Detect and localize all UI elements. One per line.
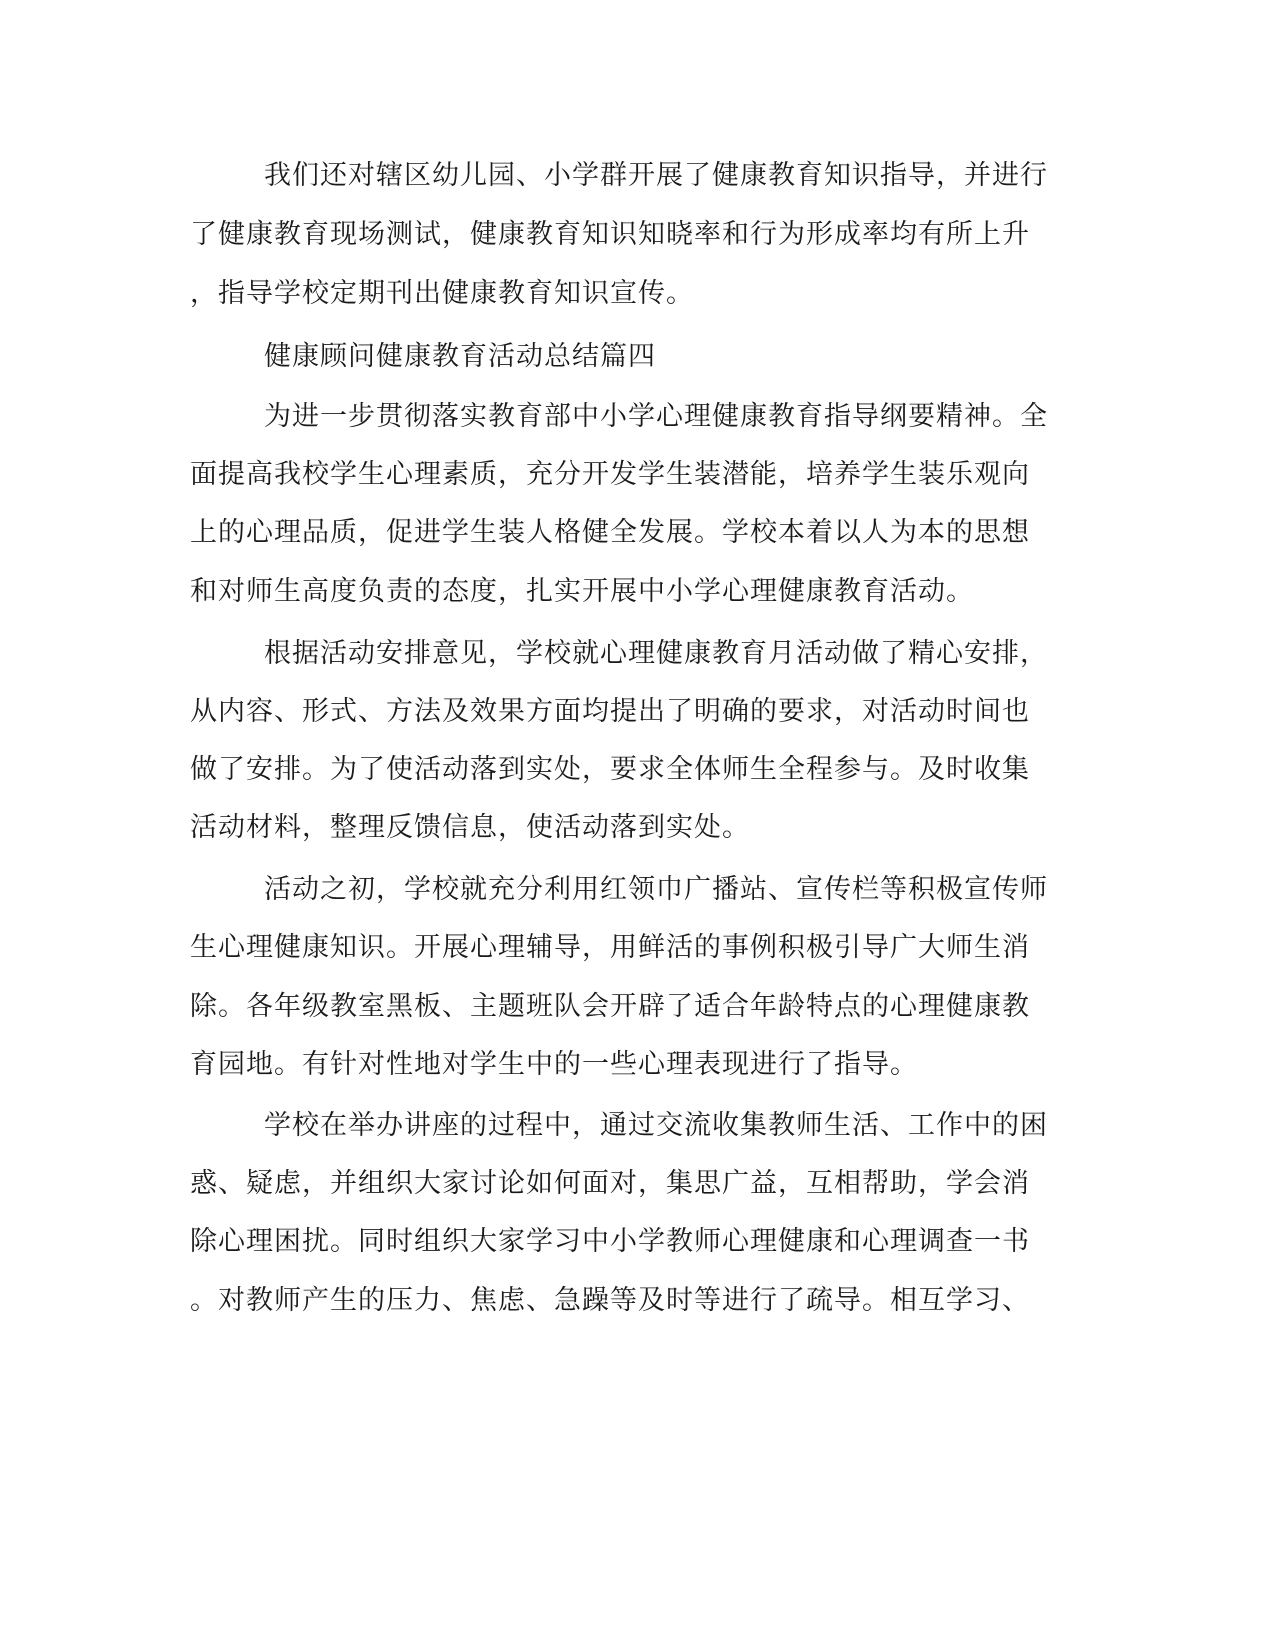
text-line: 活动材料，整理反馈信息，使活动落到实处。 xyxy=(190,812,750,843)
text-line: 生心理健康知识。开展心理辅导，用鲜活的事例积极引导广大师生消 xyxy=(190,932,1030,963)
text-line: 育园地。有针对性地对学生中的一些心理表现进行了指导。 xyxy=(190,1049,918,1080)
text-line: 从内容、形式、方法及效果方面均提出了明确的要求，对活动时间也 xyxy=(190,696,1030,727)
text-line: 为进一步贯彻落实教育部中小学心理健康教育指导纲要精神。全 xyxy=(264,401,1048,432)
text-line: 做了安排。为了使活动落到实处，要求全体师生全程参与。及时收集 xyxy=(190,754,1030,785)
text-line: 了健康教育现场测试，健康教育知识知晓率和行为形成率均有所上升 xyxy=(190,219,1030,250)
text-line: 根据活动安排意见，学校就心理健康教育月活动做了精心安排， xyxy=(264,638,1048,669)
text-line: 除心理困扰。同时组织大家学习中小学教师心理健康和心理调查一书 xyxy=(190,1226,1030,1257)
text-line: 活动之初，学校就充分利用红领巾广播站、宣传栏等积极宣传师 xyxy=(264,874,1048,905)
text-line: 我们还对辖区幼儿园、小学群开展了健康教育知识指导，并进行 xyxy=(264,160,1048,191)
text-line: 。对教师产生的压力、焦虑、急躁等及时等进行了疏导。相互学习、 xyxy=(190,1285,1030,1316)
text-line: 学校在举办讲座的过程中，通过交流收集教师生活、工作中的困 xyxy=(264,1110,1048,1141)
text-line: 和对师生高度负责的态度，扎实开展中小学心理健康教育活动。 xyxy=(190,576,974,607)
text-line: 惑、疑虑，并组织大家讨论如何面对，集思广益，互相帮助，学会消 xyxy=(190,1168,1030,1199)
text-line: ，指导学校定期刊出健康教育知识宣传。 xyxy=(190,278,694,309)
text-line: 面提高我校学生心理素质，充分开发学生装潜能，培养学生装乐观向 xyxy=(190,459,1030,490)
text-line: 除。各年级教室黑板、主题班队会开辟了适合年龄特点的心理健康教 xyxy=(190,991,1030,1022)
text-line: 上的心理品质，促进学生装人格健全发展。学校本着以人为本的思想 xyxy=(190,517,1030,548)
section-heading: 健康顾问健康教育活动总结篇四 xyxy=(264,341,656,372)
